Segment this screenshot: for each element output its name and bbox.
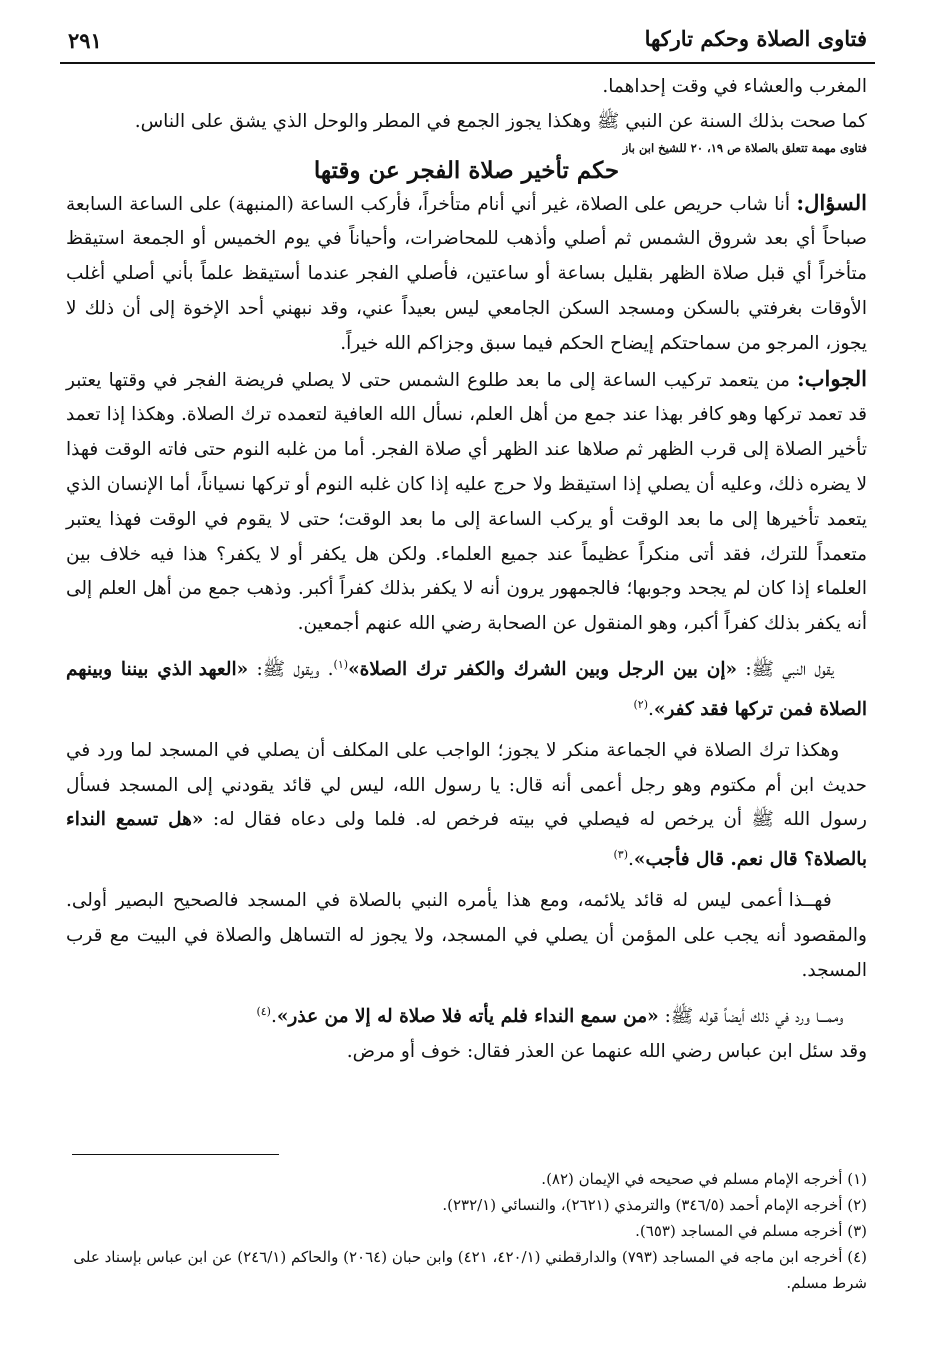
question-label: السؤال: (796, 189, 868, 215)
source-note: فتاوى مهمة تتعلق بالصلاة ص ١٩، ٢٠ للشيخ ابن باز (622, 140, 867, 155)
jamaah-paragraph (66, 734, 867, 878)
intro-line-2: كما صحت بذلك السنة عن النبي ﷺ وهكذا يجوز الجمع في المطر والوحل الذي يشق على الناس. (134, 110, 867, 132)
final-end: . (270, 1005, 277, 1027)
footnote-ref-3: (٣) (613, 848, 629, 862)
footnote-ref-1: (١) (333, 657, 349, 671)
hadith-paragraph (66, 648, 867, 728)
intro-line-1: المغرب والعشاء في وقت إحداهما. (602, 76, 867, 97)
footnote-item: (٤) أخرجه ابن ماجه في المساجد (٧٩٣) والدارقطني (٤٢٠/١، ٤٢١) وابن حبان (٢٠٦٤) والحاكم (٢٤٦/١) عن ابن عباس بإسناد على شرط مسلم. (73, 1248, 867, 1292)
jamaah-text: وهكذا ترك الصلاة في الجماعة منكر لا يجوز؛ الواجب على المكلف أن يصلي في المسجد لما ورد في حديث ابن أم مكتوم وهو رجل أعمى أنه قال: يا رسول الله، ليس لي قائد يقودني إلى المسجد فسأل رسول الله ﷺ أن يرخص له فيصلي في بيته فرخص له. فلما ولى دعاه فقال له: (66, 739, 867, 831)
hadith-mid: . ويقول ﷺ: (256, 659, 334, 681)
hadith-quote-1: «إن بين الرجل وبين الشرك والكفر ترك الصلاة» (348, 659, 738, 681)
jamaah-quote: «هل تسمع النداء بالصلاة؟ قال نعم. قال فأجب» (66, 809, 867, 871)
footnote-item: (١) أخرجه الإمام مسلم في صحيحه في الإيمان (٨٢). (541, 1170, 867, 1188)
header-rule (60, 62, 875, 64)
footnote-item: (٣) أخرجه مسلم في المساجد (٦٥٣). (635, 1222, 867, 1240)
jamaah-end: . (628, 849, 634, 871)
section-title: حكم تأخير صلاة الفجر عن وقتها (313, 156, 620, 184)
running-header-title: فتاوى الصلاة وحكم تاركها (644, 26, 867, 51)
answer-text: من يتعمد تركيب الساعة إلى ما بعد طلوع الشمس حتى لا يصلي فريضة الفجر في وقتها يعتبر قد تعمد تركها وهو كافر بهذا عند جمع من أهل العلم، نسأل الله العافية لتعمده ترك الصلاة. وهكذا إذا تعمد تأخير الصلاة إلى قرب الظهر ثم صلاها عند الظهر أي صلاة الفجر. أما من غلبه النوم حتى فاته الوقت فهذا لا يضره ذلك، وعليه أن يصلي إذا استيقظ ولا حرج عليه إذا كان غلبه النوم أو تركها نسياناً، أما الإنسان الذي يتعمد تأخيرها إلى ما بعد الوقت أو يركب الساعة إلى ما بعد الوقت؛ حتى لا يقوم في الوقت فهذا يعتبر متعمداً للترك، فقد أتى منكراً عظيماً عند جميع العلماء. ولكن هل يكفر أو لا يكفر؟ هذا فيه خلاف بين العلماء إذا كان لم يجحد وجوبها؛ فالجمهور يرون أنه لا يكفر بذلك كفراً أكبر. وذهب جمع من أهل العلم إلى أنه يكفر بذلك كفراً أكبر، وهو المنقول عن الصحابة رضي الله عنهم أجمعين. (66, 369, 867, 635)
question-paragraph (66, 186, 867, 362)
blind-paragraph (66, 884, 867, 988)
hadith-quote-2: «العهد الذي بيننا وبينهم الصلاة فمن تركها فقد كفر» (66, 659, 867, 721)
footnote-ref-2: (٢) (633, 697, 648, 711)
hadith-intro: يقول النبي ﷺ: (745, 659, 834, 681)
main-text (66, 70, 867, 1069)
final-quote: «من سمع النداء فلم يأته فلا صلاة له إلا من عذر» (276, 1005, 659, 1027)
final-line-2: وقد سئل ابن عباس رضي الله عنهما عن العذر فقال: خوف أو مرض. (346, 1040, 867, 1062)
question-text: أنا شاب حريص على الصلاة، غير أني أنام متأخراً، فأركب الساعة (المنبهة) على الساعة السابعة صباحاً أي بعد شروق الشمس ثم أصلي وأذهب للمحاضرات، وأحياناً في يوم الخميس أو الجمعة استيقظ متأخراً أي قبل صلاة الظهر بقليل بساعة أو ساعتين، فأصلي الفجر عندما أستيقظ علماً بأني أصلي أغلب الأوقات بغرفتي بالسكن ومسجد السكن الجامعي ليس بعيداً عني، وقد نبهني أحد الإخوة إلى أن ذلك لا يجوز، المرجو من سماحتكم إيضاح الحكم فيما سبق وجزاكم الله خيراً. (66, 193, 867, 354)
answer-label: الجواب: (797, 365, 867, 391)
answer-paragraph (66, 362, 867, 642)
footnote-item: (٢) أخرجه الإمام أحمد (٣٤٦/٥) والترمذي (٢٦٢١)، والنسائي (٢٣٢/١). (442, 1196, 867, 1214)
footnote-rule (72, 1154, 279, 1155)
footnotes (66, 1166, 867, 1296)
final-intro: وممـــا ورد في ذلك أيضاً قوله ﷺ: (664, 1005, 844, 1027)
page-number: ٢٩١ (68, 28, 102, 53)
hadith-end: . (647, 699, 654, 721)
final-paragraph (66, 995, 867, 1035)
footnote-ref-4: (٤) (256, 1004, 271, 1018)
blind-text: فهــذا أعمى ليس له قائد يلائمه، ومع هذا يأمره النبي بالصلاة في المسجد فالصحيح البصير أولى. والمقصود أنه يجب على المؤمن أن يصلي في المسجد، ولا يجوز له التساهل والصلاة في البيت مع قرب المسجد. (66, 890, 867, 981)
